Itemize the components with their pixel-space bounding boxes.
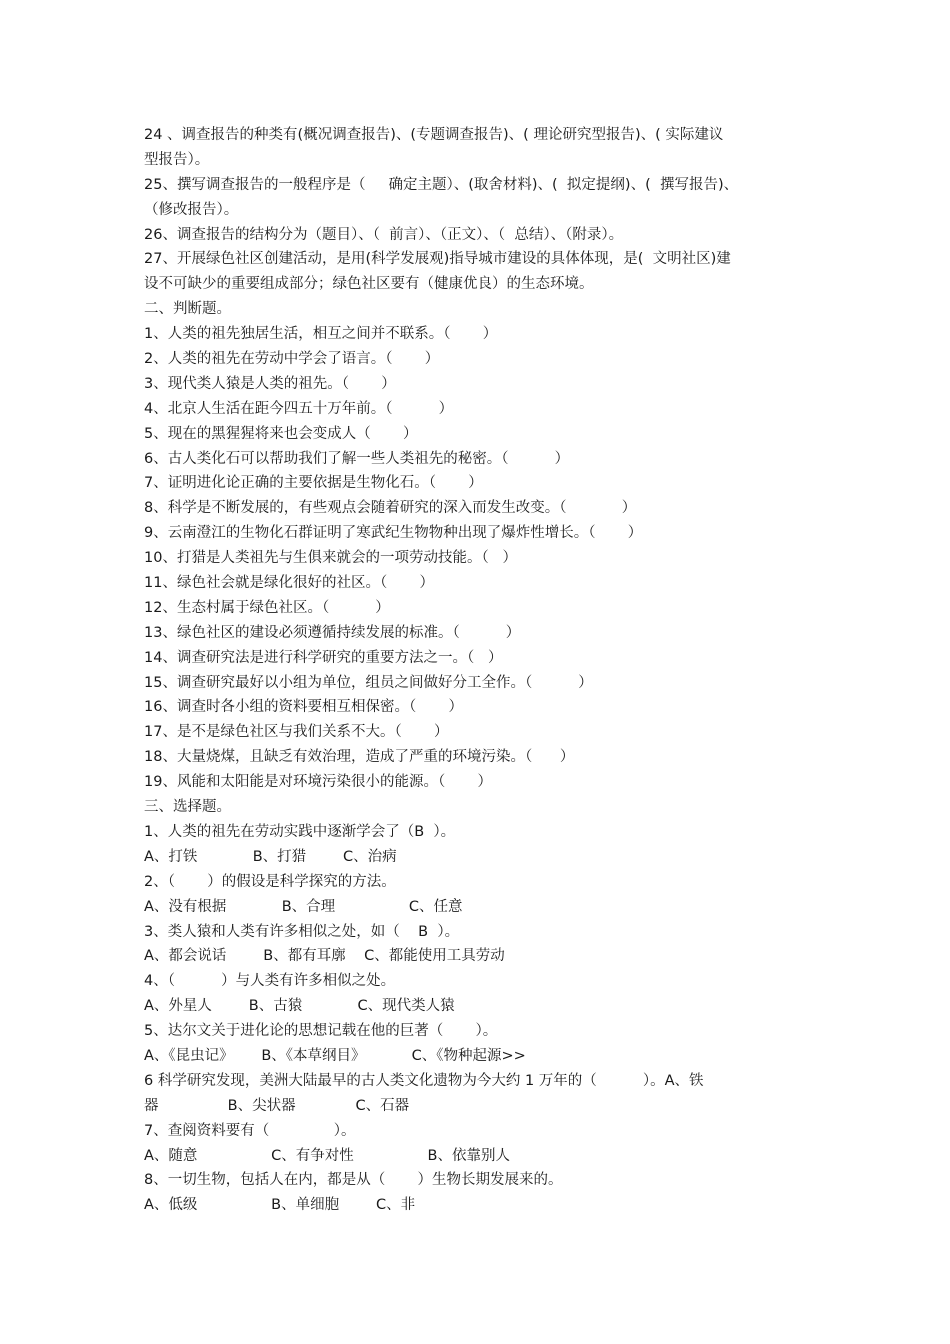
text-line: 26、调查报告的结构分为（题目）、（ 前言）、（正文）、（ 总结）、（附录）。 [144, 226, 624, 243]
section-heading-judgement: 二、判断题。 [144, 301, 231, 318]
question-line: 2、（ ）的假设是科学探究的方法。 [144, 873, 396, 890]
question-line: 19、风能和太阳能是对环境污染很小的能源。（ ） [144, 774, 492, 791]
options-line: A、外星人 B、古猿 C、现代类人猿 [144, 998, 455, 1015]
question-line: 11、绿色社会就是绿化很好的社区。（ ） [144, 575, 434, 592]
text-line: 25、撰写调查报告的一般程序是（ 确定主题）、(取舍材料)、( 拟定提纲)、( 撰写报告)、 [144, 176, 739, 193]
question-line: 7、查阅资料要有（ ）。 [144, 1122, 356, 1139]
question-line: 13、绿色社区的建设必须遵循持续发展的标准。（ ） [144, 624, 521, 641]
text-line: 设不可缺少的重要组成部分；绿色社区要有（健康优良）的生态环境。 [144, 276, 594, 293]
question-line: 4、（ ）与人类有许多相似之处。 [144, 973, 396, 990]
question-line: 12、生态村属于绿色社区。（ ） [144, 599, 390, 616]
options-line: A、随意 C、有争对性 B、依靠别人 [144, 1147, 510, 1164]
question-line: 9、云南澄江的生物化石群证明了寒武纪生物物种出现了爆炸性增长。（ ） [144, 525, 643, 542]
question-line: 17、是不是绿色社区与我们关系不大。（ ） [144, 724, 449, 741]
question-line: 5、达尔文关于进化论的思想记载在他的巨著（ ）。 [144, 1023, 498, 1040]
options-line: 器 B、尖状器 C、石器 [144, 1097, 410, 1114]
question-line: 1、人类的祖先独居生活，相互之间并不联系。（ ） [144, 326, 498, 343]
question-line: 4、北京人生活在距今四五十万年前。（ ） [144, 400, 454, 417]
question-line: 2、人类的祖先在劳动中学会了语言。（ ） [144, 351, 440, 368]
question-line: 8、一切生物，包括人在内，都是从（ ）生物长期发展来的。 [144, 1172, 563, 1189]
options-line: A、没有根据 B、合理 C、任意 [144, 898, 463, 915]
question-line: 16、调查时各小组的资料要相互相保密。（ ） [144, 699, 463, 716]
question-line: 6、古人类化石可以帮助我们了解一些人类祖先的秘密。（ ） [144, 450, 570, 467]
text-line: 24 、调查报告的种类有(概况调查报告)、(专题调查报告)、( 理论研究型报告)、( 实际建议 [144, 127, 724, 143]
question-line: 14、调查研究法是进行科学研究的重要方法之一。（ ） [144, 649, 503, 666]
question-line: 3、现代类人猿是人类的祖先。（ ） [144, 375, 396, 392]
question-line: 15、调查研究最好以小组为单位，组员之间做好分工全作。（ ） [144, 674, 593, 691]
section-heading-choice: 三、选择题。 [144, 799, 231, 816]
text-line: 27、开展绿色社区创建活动，是用(科学发展观)指导城市建设的具体体现，是( 文明社区)建 [144, 251, 731, 268]
options-line: A、打铁 B、打猎 C、治病 [144, 848, 397, 865]
document-body [144, 123, 814, 1218]
options-line: A、《昆虫记》 B、《本草纲目》 C、《物种起源>> [144, 1047, 526, 1064]
options-line: A、都会说话 B、都有耳廓 C、都能使用工具劳动 [144, 948, 505, 965]
question-line: 18、大量烧煤，且缺乏有效治理，造成了严重的环境污染。（ ） [144, 749, 575, 766]
question-line: 7、证明进化论正确的主要依据是生物化石。（ ） [144, 475, 483, 492]
question-line: 3、类人猿和人类有许多相似之处，如（ B ）。 [144, 923, 460, 940]
question-line: 1、人类的祖先在劳动实践中逐渐学会了（B ）。 [144, 823, 456, 840]
question-line: 8、科学是不断发展的，有些观点会随着研究的深入而发生改变。（ ） [144, 500, 637, 517]
question-line: 5、现在的黑猩猩将来也会变成人（ ） [144, 425, 418, 442]
question-line: 10、打猎是人类祖先与生俱来就会的一项劳动技能。（ ） [144, 550, 518, 567]
text-line: （修改报告）。 [144, 201, 239, 218]
text-line: 型报告）。 [144, 151, 210, 168]
options-line: A、低级 B、单细胞 C、非 [144, 1197, 416, 1214]
question-line: 6 科学研究发现，美洲大陆最早的古人类文化遗物为今大约 1 万年的（ ）。A、铁 [144, 1072, 704, 1089]
